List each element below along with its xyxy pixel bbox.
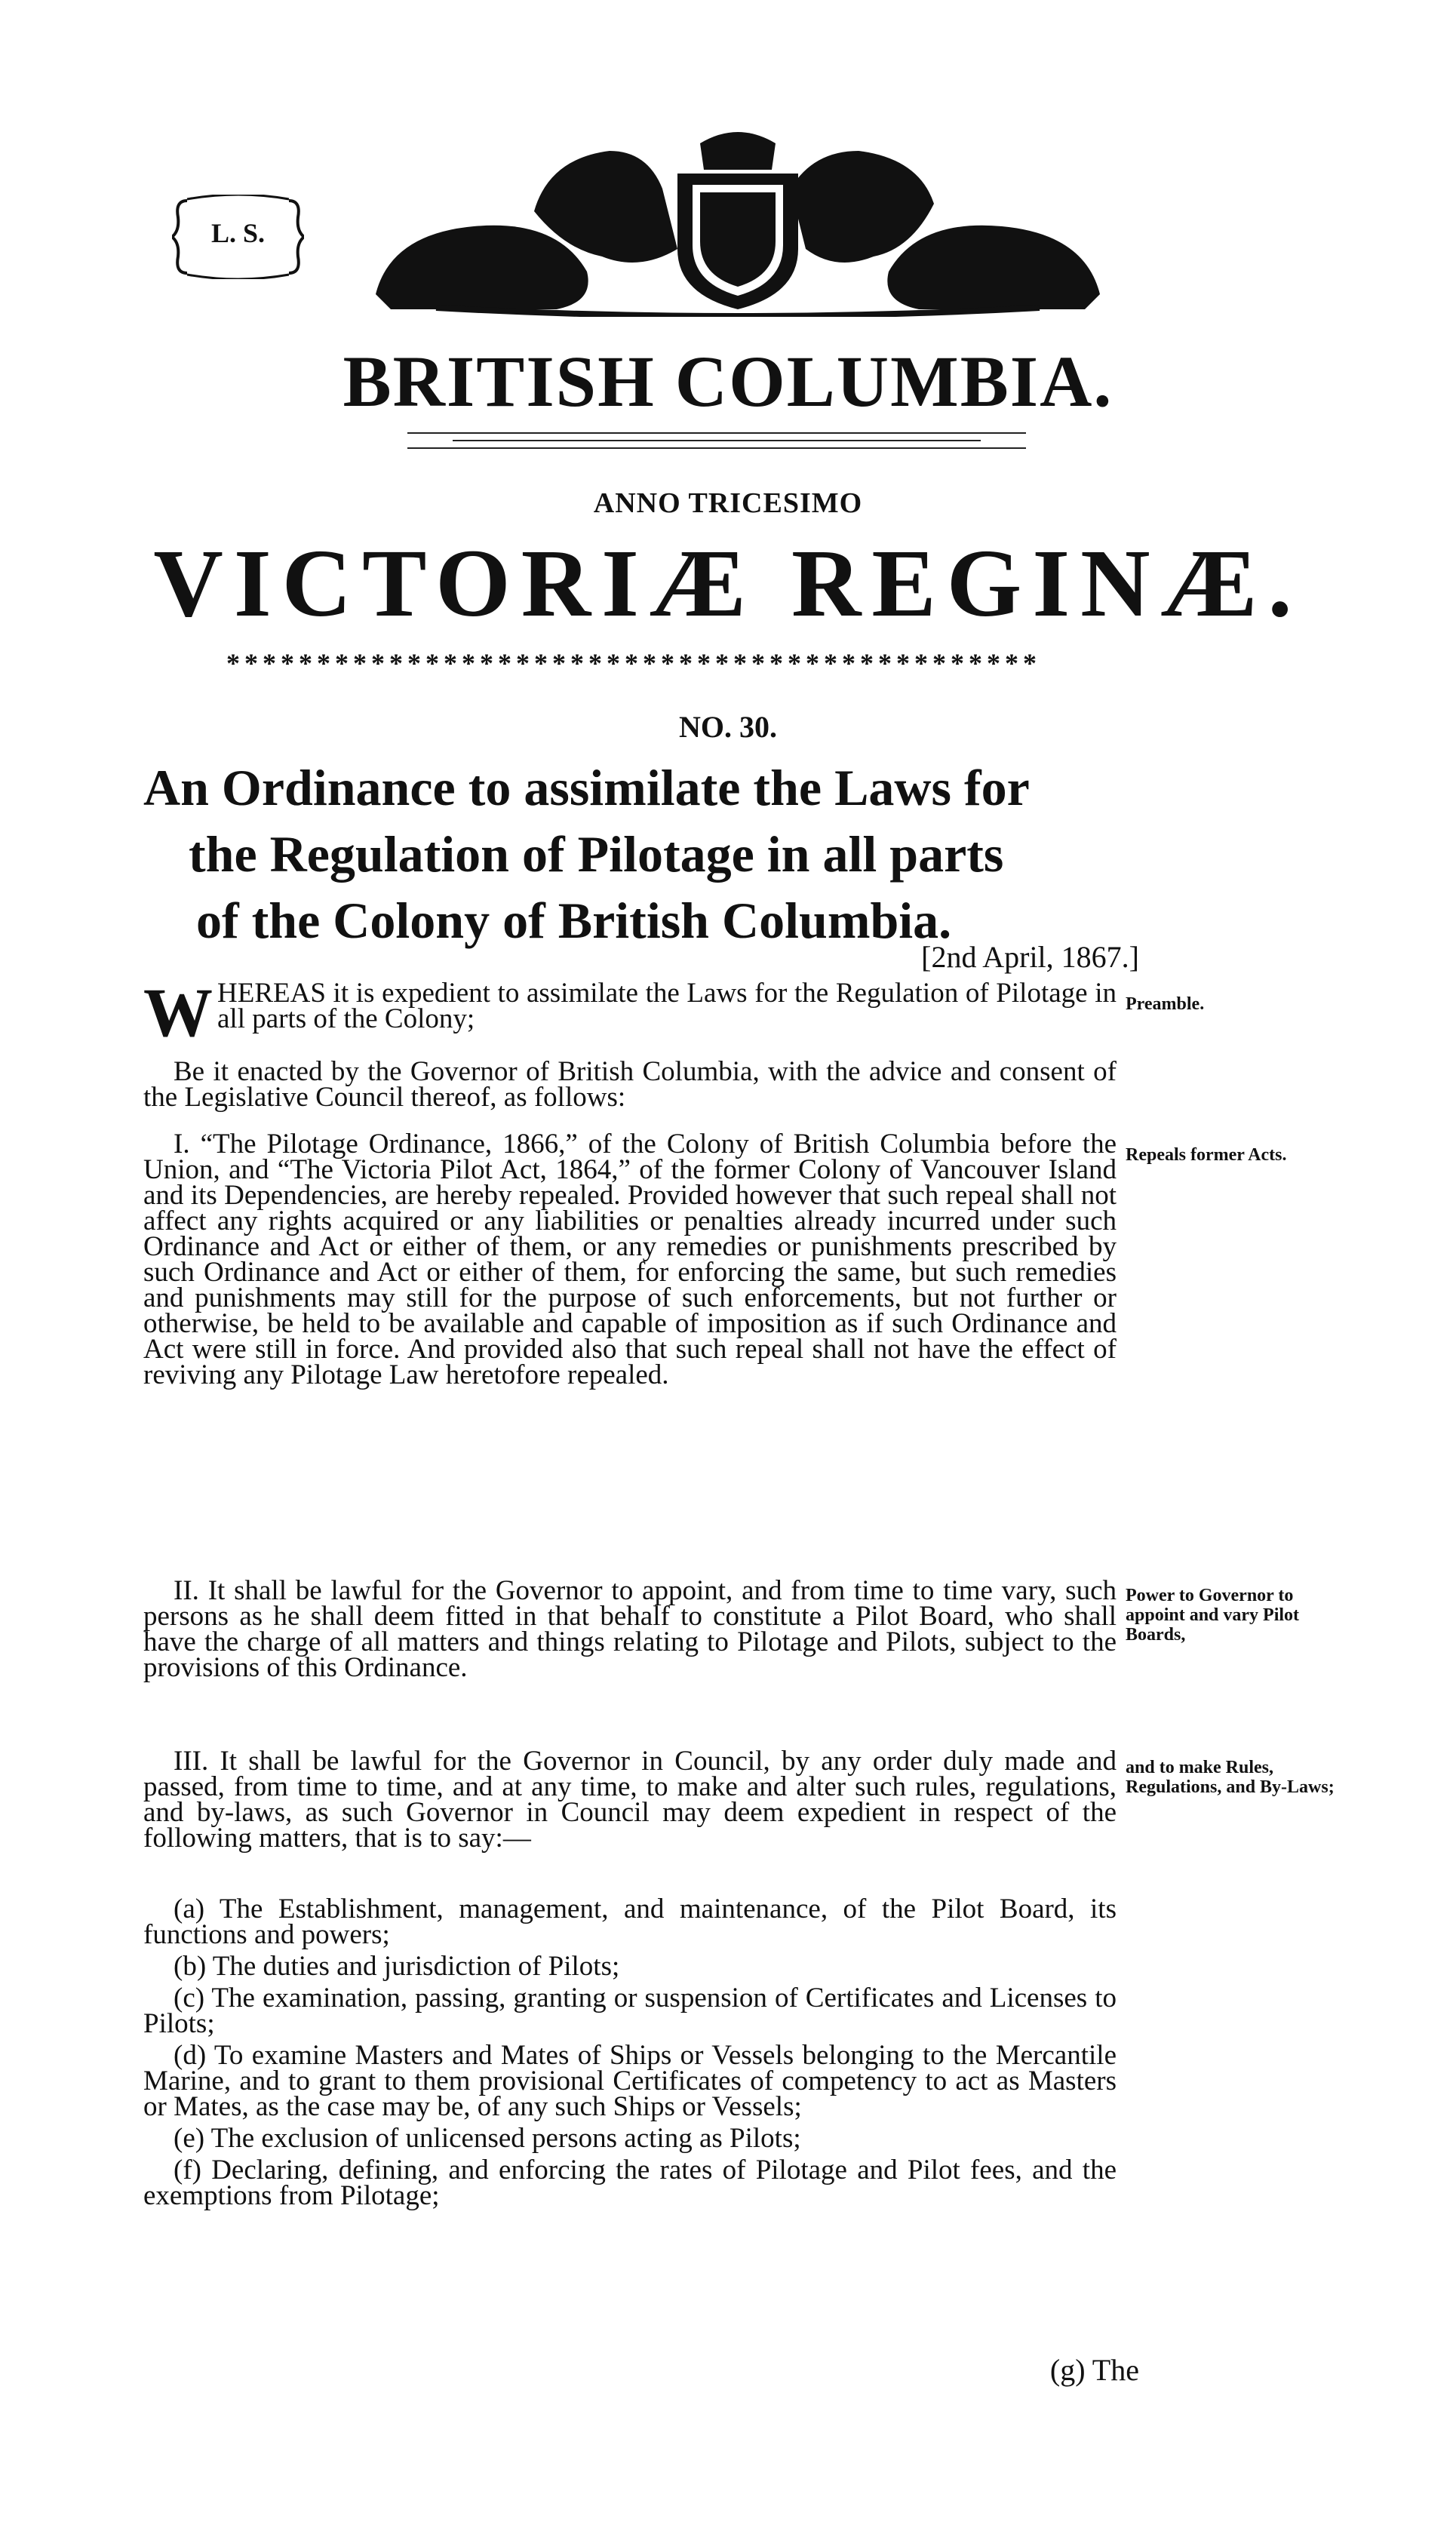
reign-heading: VICTORIÆ REGINÆ. xyxy=(153,530,1303,637)
preamble-paragraph xyxy=(143,974,1117,1051)
ordinance-date: [2nd April, 1867.] xyxy=(921,940,1139,974)
list-item: (d) To examine Masters and Mates of Ships or Vessels belonging to the Mercantile Marine, and to grant to them provisional Certificates of competency to act as Masters or Mates, as the case may be, of any such Ships or Vessels; xyxy=(143,2040,1117,2122)
province-heading: BRITISH COLUMBIA. xyxy=(342,341,1114,422)
section-2-text: II. It shall be lawful for the Governor to appoint, and from time to time vary, such persons as he shall deem fitted in that behalf to constitute a Pilot Board, who shall have the charge of all matters and things relating to Pilotage and Pilots, subject to the provisions of this Ordinance. xyxy=(143,1575,1117,1683)
list-item: (a) The Establishment, management, and maintenance, of the Pilot Board, its functions and powers; xyxy=(143,1894,1117,1950)
title-line-2: the Regulation of Pilotage in all parts xyxy=(189,825,1004,883)
list-item: (b) The duties and jurisdiction of Pilots; xyxy=(174,1951,620,1982)
section-1-text: I. “The Pilotage Ordinance, 1866,” of the Colony of British Columbia before the Union, and “The Victoria Pilot Act, 1864,” of the former Colony of Vancouver Island and its Dependencies, are hereby repealed. Provided however that such repeal shall not affect any rights acquired or any liabilities or penalties already incurred under such Ordinance and Act or either of them, or any remedies or punishments prescribed by such Ordinance and Act or either of them, for enforcing the same, but such remedies and punishments may still for the purpose of such enforcements, but not further or otherwise, be held to be available and capable of imposition as if such Ordinance and Act were still in force. And provided also that such repeal shall not have the effect of reviving any Pilotage Law heretofore repealed. xyxy=(143,1129,1117,1390)
star-divider: ********************************************* xyxy=(226,648,1041,678)
list-item: (f) Declaring, defining, and enforcing the rates of Pilotage and Pilot fees, and the exemptions from Pilotage; xyxy=(143,2155,1117,2211)
list-item: (e) The exclusion of unlicensed persons acting as Pilots; xyxy=(174,2123,801,2154)
list-item: (c) The examination, passing, granting or suspension of Certificates and Licenses to Pilots; xyxy=(143,1983,1117,2039)
seal-text: L. S. xyxy=(210,218,266,248)
ordinance-title xyxy=(143,754,1139,954)
rule-2 xyxy=(453,440,981,441)
title-line-1: An Ordinance to assimilate the Laws for xyxy=(143,759,1030,816)
anno-heading: ANNO TRICESIMO xyxy=(593,487,863,519)
preamble-text: HEREAS it is expedient to assimilate the Laws for the Regulation of Pilotage in all parts of the Colony; xyxy=(217,978,1117,1034)
margin-note-rules: and to make Rules, Regulations, and By-Laws; xyxy=(1126,1758,1335,1797)
margin-note-preamble: Preamble. xyxy=(1126,994,1205,1014)
rule-1 xyxy=(407,432,1026,434)
margin-note-repeals: Repeals former Acts. xyxy=(1126,1145,1287,1165)
section-3 xyxy=(143,1746,1117,1854)
section-2 xyxy=(143,1575,1117,1683)
enactment-text: Be it enacted by the Governor of British Columbia, with the advice and consent of the Legislative Council thereof, as follows: xyxy=(143,1056,1117,1113)
margin-note-power: Power to Governor to appoint and vary Pilot Boards, xyxy=(1126,1586,1300,1645)
items-list xyxy=(143,1894,1117,2211)
rule-3 xyxy=(407,447,1026,449)
drop-cap: W xyxy=(143,974,213,1051)
title-line-3: of the Colony of British Columbia. xyxy=(196,892,952,949)
enactment-paragraph xyxy=(143,1056,1117,1113)
ordinance-number: NO. 30. xyxy=(679,710,777,744)
section-1 xyxy=(143,1129,1117,1390)
section-3-text: III. It shall be lawful for the Governor in Council, by any order duly made and passed, from time to time, and at any time, to make and alter such rules, regulations, and by-laws, as such Governor in Council may deem expedient in respect of the following matters, that is to say:— xyxy=(143,1746,1117,1854)
catchword: (g) The xyxy=(1049,2353,1139,2387)
royal-coat-of-arms-icon xyxy=(361,121,1115,317)
